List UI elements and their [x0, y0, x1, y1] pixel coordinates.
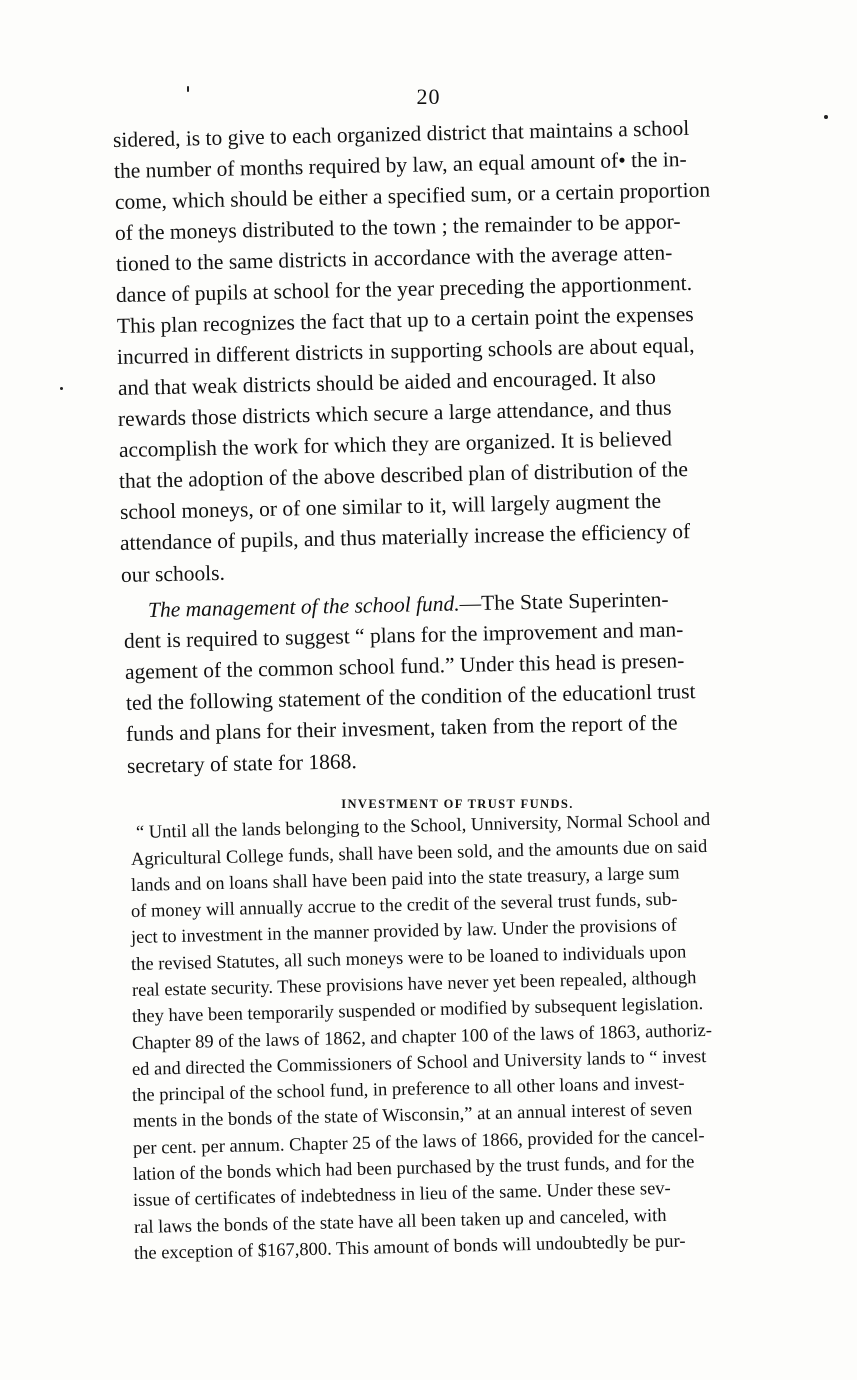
quote-line: ments in the bonds of the state of Wisconsin,” at an annual interest of seven: [132, 1099, 693, 1132]
section-lead-rest: —The State Superinten-: [459, 587, 669, 616]
body-line: incurred in different districts in supporting schools are about equal,: [116, 332, 695, 369]
scan-speck: [187, 86, 189, 92]
quote-line: Chapter 89 of the laws of 1862, and chapter 100 of the laws of 1863, authoriz-: [131, 1020, 713, 1054]
body-line: come, which should be either a specified sum, or a certain proportion: [114, 177, 711, 214]
quote-line: ed and directed the Commissioners of School and University lands to “ invest: [131, 1046, 707, 1080]
body-line: rewards those districts which secure a large attendance, and thus: [117, 395, 672, 431]
body-line: our schools.: [120, 560, 226, 587]
body-line: funds and plans for their invesment, taken from the report of the: [125, 710, 678, 746]
page-number: 20: [416, 84, 441, 109]
section-lead-italic: The management of the school fund.: [147, 591, 460, 622]
body-line: the number of months required by law, an equal amount of• the in-: [113, 147, 687, 183]
quote-line: the exception of $167,800. This amount of bonds will undoubtedly be pur-: [133, 1231, 686, 1264]
quote-line: they have been temporarily suspended or modified by subsequent legislation.: [131, 994, 704, 1027]
body-line: that the adoption of the above described plan of distribution of the: [118, 457, 689, 493]
scan-speck: [60, 387, 63, 390]
body-line: attendance of pupils, and thus materially increase the efficiency of: [119, 519, 691, 555]
body-line: tioned to the same districts in accordance with the average atten-: [115, 240, 673, 276]
quote-line: real estate security. These provisions have never yet been repealed, although: [131, 968, 697, 1001]
section-heading: INVESTMENT OF TRUST FUNDS.: [341, 797, 574, 811]
quote-line: lands and on loans shall have been paid into the state treasury, a large sum: [130, 863, 680, 896]
quote-line: lation of the bonds which had been purchased by the trust funds, and for the: [132, 1152, 695, 1185]
quote-line: Agricultural College funds, shall have been sold, and the amounts due on said: [130, 836, 708, 870]
quote-line: issue of certificates of indebtedness in lieu of the same. Under these sev-: [132, 1178, 671, 1211]
quote-line: per cent. per annum. Chapter 25 of the laws of 1866, provided for the cancel-: [132, 1126, 705, 1159]
quote-line: ral laws the bonds of the state have all been taken up and canceled, with: [133, 1205, 667, 1238]
quote-line: of money will annually accrue to the credit of the several trust funds, sub-: [130, 889, 678, 922]
body-line: sidered, is to give to each organized district that maintains a school: [112, 115, 690, 152]
paragraph-lead-line: [148, 587, 669, 623]
body-line: of the moneys distributed to the town ; the remainder to be appor-: [114, 209, 681, 245]
body-line: dent is required to suggest “ plans for the improvement and man-: [123, 617, 684, 653]
scan-speck: [824, 115, 828, 119]
quote-line: the principal of the school fund, in preference to all other loans and invest-: [131, 1073, 685, 1106]
quote-line: ject to investment in the manner provided by law. Under the provisions of: [130, 915, 678, 948]
quote-line: “ Until all the lands belonging to the School, Unniversity, Normal School and: [135, 809, 711, 843]
body-line: agement of the common school fund.” Under this head is presen-: [124, 648, 685, 684]
body-line: This plan recognizes the fact that up to a certain point the expenses: [116, 301, 694, 338]
body-line: secretary of state for 1868.: [126, 749, 358, 778]
body-line: ted the following statement of the condition of the educationl trust: [125, 679, 696, 715]
body-line: accomplish the work for which they are organized. It is believed: [118, 426, 673, 462]
body-line: dance of pupils at school for the year preceding the apportionment.: [115, 270, 693, 307]
body-line: and that weak districts should be aided and encouraged. It also: [117, 364, 657, 400]
body-line: school moneys, or of one similar to it, will largely augment the: [119, 488, 662, 524]
quote-line: the revised Statutes, all such moneys were to be loaned to individuals upon: [130, 942, 687, 975]
